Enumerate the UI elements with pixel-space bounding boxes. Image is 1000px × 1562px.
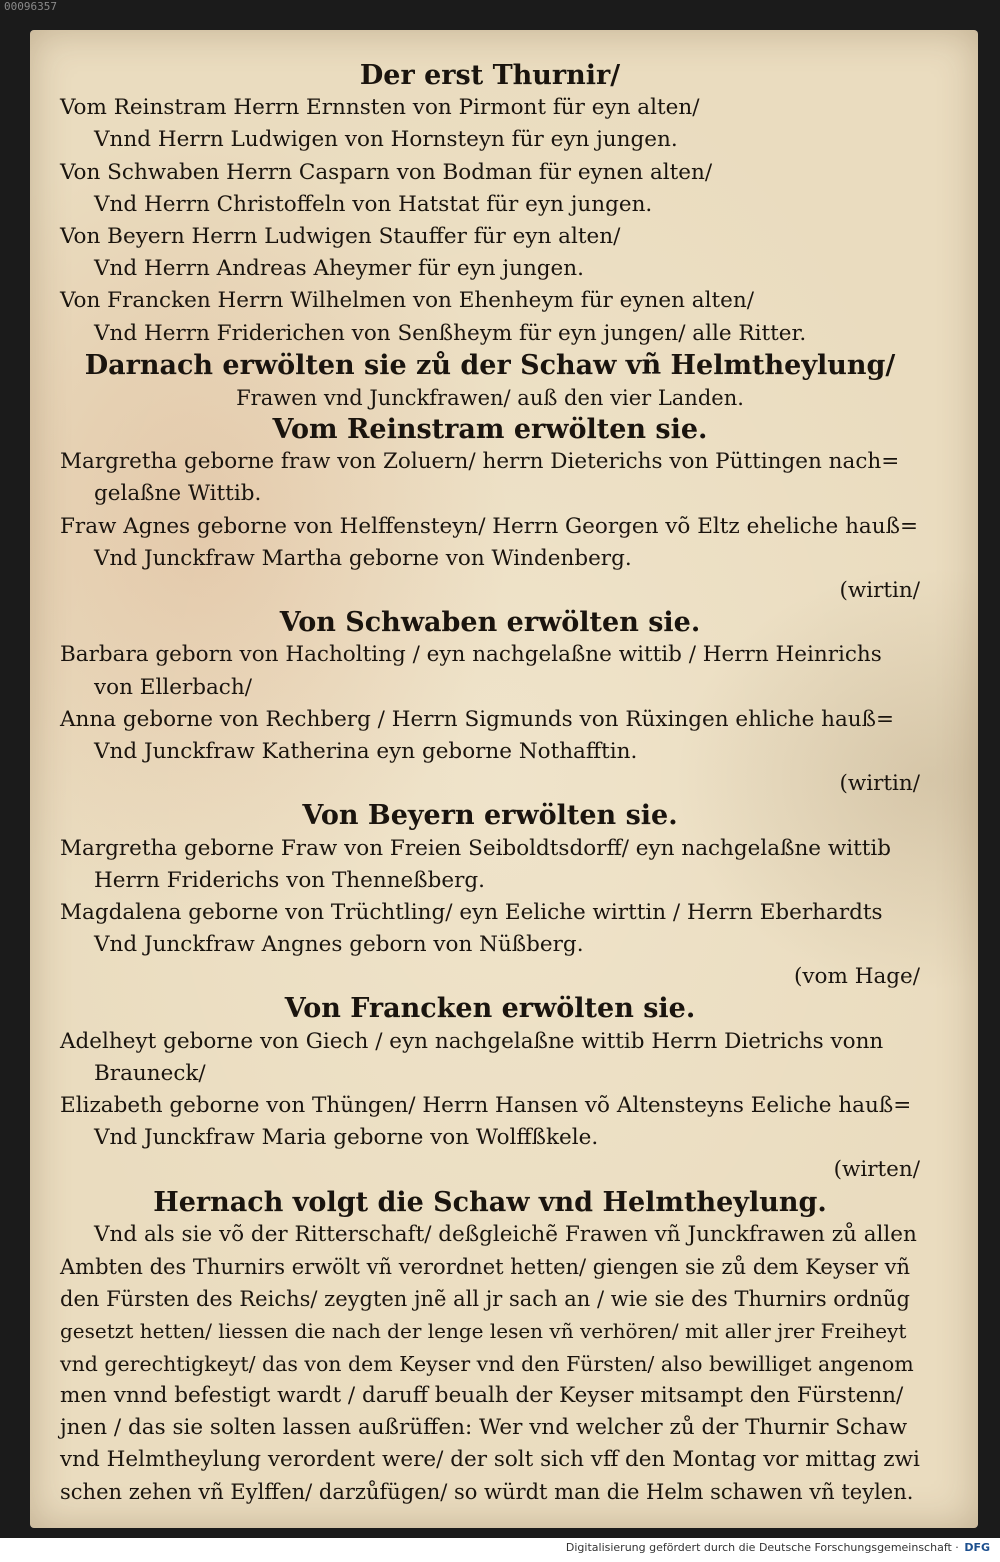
text-line: vnd gerechtigkeyt/ das von dem Keyser vnd den Fürsten/ also bewilliget angenom xyxy=(60,1351,914,1376)
funding-credit xyxy=(566,1541,990,1554)
text-line: Adelheyt geborne von Giech / eyn nachgelaßne wittib Herrn Dietrichs vonn xyxy=(60,1028,884,1054)
text-line-continuation: (wirtin/ xyxy=(839,771,920,797)
text-line: jnen / das sie solten lassen außrüffen: Wer vnd welcher zů der Thurnir Schaw xyxy=(60,1414,908,1440)
text-line: Vnd Junckfraw Martha geborne von Windenberg. xyxy=(94,545,632,571)
text-line: Margretha geborne Fraw von Freien Seiboldtsdorff/ eyn nachgelaßne wittib xyxy=(60,835,892,861)
text-line: Von Schwaben Herrn Casparn von Bodman für eynen alten/ xyxy=(60,159,713,185)
text-line: Margretha geborne fraw von Zoluern/ herrn Dieterichs von Püttingen nach= xyxy=(60,449,900,475)
text-line: von Ellerbach/ xyxy=(94,674,252,700)
text-line: Elizabeth geborne von Thüngen/ Herrn Hansen võ Altensteyns Eeliche hauß= xyxy=(60,1093,912,1118)
page-text xyxy=(60,60,920,1508)
section-heading: Darnach erwölten sie zů der Schaw vñ Helmtheylung/ xyxy=(84,349,896,381)
text-line: vnd Helmtheylung verordent were/ der solt sich vff den Montag vor mittag zwi xyxy=(60,1447,920,1473)
text-line: Anna geborne von Rechberg / Herrn Sigmunds von Rüxingen ehliche hauß= xyxy=(60,706,895,732)
text-line: den Fürsten des Reichs/ zeygten jnẽ all jr sach an / wie sie des Thurnirs ordnũg xyxy=(60,1287,910,1312)
section-heading: Von Beyern erwölten sie. xyxy=(302,800,678,832)
section-heading: Vom Reinstram erwölten sie. xyxy=(272,414,708,446)
section-heading: Von Francken erwölten sie. xyxy=(284,993,696,1025)
footer-bar xyxy=(0,1538,1000,1562)
text-line: Vnnd Herrn Ludwigen von Hornsteyn für eyn jungen. xyxy=(94,127,678,153)
text-line: Vnd Junckfraw Maria geborne von Wolffßkele. xyxy=(94,1125,599,1151)
section-subheading: Frawen vnd Junckfrawen/ auß den vier Landen. xyxy=(236,385,744,410)
text-line: Brauneck/ xyxy=(94,1060,206,1086)
text-line: Vnd Herrn Andreas Aheymer für eyn jungen. xyxy=(94,256,584,282)
dfg-logo: DFG xyxy=(964,1541,990,1554)
text-line-continuation: (vom Hage/ xyxy=(794,964,920,990)
text-line: Ambten des Thurnirs erwölt vñ verordnet hetten/ giengen sie zů dem Keyser vñ xyxy=(60,1254,910,1279)
text-line: Barbara geborn von Hacholting / eyn nachgelaßne wittib / Herrn Heinrichs xyxy=(60,642,882,668)
text-line-continuation: (wirten/ xyxy=(833,1157,920,1183)
running-title: Der erst Thurnir/ xyxy=(359,60,621,91)
section-heading: Hernach volgt die Schaw vnd Helmtheylung. xyxy=(153,1186,827,1218)
text-line: Vnd als sie võ der Ritterschaft/ deßgleichẽ Frawen vñ Junckfrawen zů allen xyxy=(94,1221,917,1247)
text-line: gesetzt hetten/ liessen die nach der lenge lesen vñ verhören/ mit aller jrer Freiheyt xyxy=(60,1319,907,1344)
text-line: Vom Reinstram Herrn Ernnsten von Pirmont für eyn alten/ xyxy=(60,95,700,121)
text-line: Von Beyern Herrn Ludwigen Stauffer für eyn alten/ xyxy=(60,223,621,249)
text-line: Magdalena geborne von Trüchtling/ eyn Eeliche wirttin / Herrn Eberhardts xyxy=(60,899,883,925)
text-line: Von Francken Herrn Wilhelmen von Ehenheym für eynen alten/ xyxy=(60,288,754,314)
text-line: Vnd Herrn Friderichen von Senßheym für eyn jungen/ alle Ritter. xyxy=(94,320,807,346)
page-identifier: 00096357 xyxy=(4,0,57,13)
funding-credit-text: Digitalisierung gefördert durch die Deutsche Forschungsgemeinschaft · xyxy=(565,1541,959,1554)
text-line-continuation: (wirtin/ xyxy=(839,578,920,603)
text-line: Vnd Junckfraw Angnes geborn von Nüßberg. xyxy=(94,932,584,958)
text-line: Herrn Friderichs von Thenneßberg. xyxy=(94,867,485,893)
section-heading: Von Schwaben erwölten sie. xyxy=(279,607,701,639)
text-line: Vnd Junckfraw Katherina eyn geborne Nothafftin. xyxy=(94,738,638,764)
text-line: Vnd Herrn Christoffeln von Hatstat für eyn jungen. xyxy=(94,191,653,217)
text-line: Fraw Agnes geborne von Helffensteyn/ Herrn Georgen võ Eltz eheliche hauß= xyxy=(60,513,918,539)
text-line: schen zehen vñ Eylffen/ darzůfügen/ so würdt man die Helm schawen vñ teylen. xyxy=(60,1480,914,1505)
text-line: men vnnd befestigt wardt / daruff beualh der Keyser mitsampt den Fürstenn/ xyxy=(60,1382,904,1408)
text-line: gelaßne Wittib. xyxy=(94,481,262,507)
